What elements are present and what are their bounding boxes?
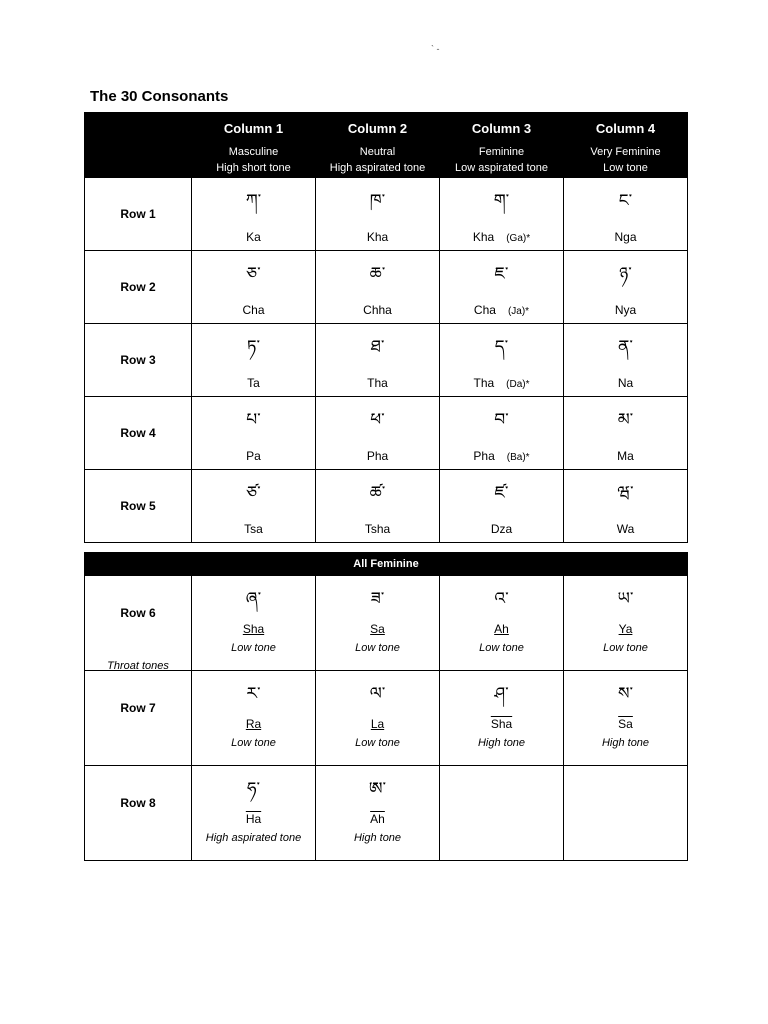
tibetan-letter: ཝ་	[617, 483, 634, 503]
transliteration: La	[370, 717, 385, 731]
consonant-cell	[316, 470, 440, 543]
transliteration	[192, 303, 315, 317]
transliteration-text: Pha	[473, 449, 495, 463]
transliteration-text: Ta	[247, 376, 260, 390]
column-gender: Feminine	[478, 146, 525, 158]
tibetan-letter: མ་	[617, 410, 634, 430]
transliteration-text: Chha	[363, 303, 392, 317]
transliteration: Ah	[494, 622, 509, 636]
transliteration-text: Tsa	[244, 522, 263, 536]
consonant-cell	[440, 576, 564, 671]
consonant-cell	[192, 576, 316, 671]
tone-label: Low tone	[355, 642, 400, 654]
consonant-cell	[316, 251, 440, 324]
tibetan-letter: ཐ་	[370, 337, 385, 357]
table-row	[85, 251, 688, 324]
tone-label: Low tone	[603, 642, 648, 654]
consonant-cell	[564, 178, 688, 251]
tone-label: Low tone	[231, 642, 276, 654]
consonant-cell	[440, 671, 564, 766]
table-row	[85, 178, 688, 251]
row-label-cell	[85, 576, 192, 671]
alternate-pronunciation: (Da)*	[506, 379, 530, 390]
tone-label: Low tone	[479, 642, 524, 654]
tibetan-letter: ཚ་	[369, 483, 386, 503]
column-tone: Low tone	[603, 162, 648, 174]
consonant-cell	[440, 251, 564, 324]
transliteration-text: Pa	[246, 449, 261, 463]
tibetan-letter: ཞ་	[245, 589, 262, 609]
column-name: Column 1	[223, 121, 284, 136]
tibetan-letter: ཡ་	[617, 589, 634, 609]
consonants-table	[84, 112, 688, 543]
transliteration	[440, 449, 563, 463]
tibetan-letter: ཤ་	[494, 684, 509, 704]
consonant-cell	[440, 178, 564, 251]
transliteration	[316, 376, 439, 390]
consonant-cell	[192, 251, 316, 324]
consonant-cell	[192, 671, 316, 766]
table-header-row	[85, 553, 688, 576]
tibetan-letter: ས་	[617, 684, 634, 704]
tibetan-letter: ག་	[493, 191, 510, 211]
transliteration	[564, 376, 687, 390]
consonant-cell	[316, 766, 440, 861]
tibetan-letter: ཅ་	[246, 264, 261, 284]
table-row	[85, 397, 688, 470]
table-row	[85, 470, 688, 543]
transliteration-text: Ka	[246, 230, 261, 244]
consonant-cell	[316, 576, 440, 671]
row-label: Row 3	[85, 324, 192, 397]
tone-label: High tone	[353, 832, 402, 844]
column-header	[440, 113, 564, 178]
row-label: Row 8	[120, 796, 156, 810]
tibetan-letter: པ་	[246, 410, 261, 430]
all-feminine-header: All Feminine	[85, 553, 688, 576]
tibetan-letter: བ་	[494, 410, 509, 430]
consonant-cell	[564, 470, 688, 543]
column-header	[192, 113, 316, 178]
transliteration-text: Wa	[616, 522, 635, 536]
transliteration	[316, 449, 439, 463]
table-row	[85, 576, 688, 671]
transliteration	[440, 230, 563, 244]
transliteration-text: Kha	[366, 230, 389, 244]
column-header	[316, 113, 440, 178]
transliteration: $\overline{Ha}$	[245, 812, 262, 826]
consonant-cell	[440, 397, 564, 470]
alternate-pronunciation: (Ja)*	[507, 306, 530, 317]
transliteration: Ya	[618, 622, 633, 636]
empty-cell	[440, 766, 564, 861]
column-gender: Very Feminine	[590, 146, 661, 158]
transliteration	[316, 522, 439, 536]
tibetan-letter: ཨ་	[368, 779, 387, 799]
transliteration: $\overline{Ah}$	[370, 812, 385, 826]
transliteration	[564, 449, 687, 463]
column-tone: Low aspirated tone	[455, 162, 548, 174]
transliteration: $\overline{Sha}$	[490, 717, 513, 731]
transliteration-text: Tha	[367, 376, 388, 390]
consonant-cell	[316, 324, 440, 397]
consonant-cell	[564, 324, 688, 397]
row-label: Row 6	[120, 606, 156, 620]
consonant-cell	[564, 576, 688, 671]
column-gender: Neutral	[359, 146, 396, 158]
transliteration-text: Tha	[473, 376, 495, 390]
transliteration	[564, 230, 687, 244]
transliteration	[192, 376, 315, 390]
tibetan-letter: ཀ་	[245, 191, 262, 211]
row-sublabel: Throat tones	[107, 660, 169, 672]
tibetan-letter: ཆ་	[369, 264, 386, 284]
tibetan-letter: ཟ་	[370, 589, 385, 609]
transliteration	[440, 522, 563, 536]
table-header-row	[85, 113, 688, 178]
consonant-cell	[192, 470, 316, 543]
column-header	[564, 113, 688, 178]
consonant-cell	[192, 178, 316, 251]
transliteration	[564, 303, 687, 317]
row-label: Row 1	[85, 178, 192, 251]
transliteration: Sa	[370, 622, 385, 636]
consonant-cell	[192, 766, 316, 861]
tone-label: High tone	[477, 737, 526, 749]
row-label: Row 5	[85, 470, 192, 543]
table-row	[85, 766, 688, 861]
page-title: The 30 Consonants	[90, 88, 229, 105]
tibetan-letter: ང་	[618, 191, 633, 211]
column-tone: High aspirated tone	[329, 162, 426, 174]
tibetan-letter: ན་	[618, 337, 633, 357]
tone-label: High aspirated tone	[205, 832, 302, 844]
tibetan-letter: ཙ་	[246, 483, 261, 503]
tibetan-letter: ཁ་	[369, 191, 386, 211]
transliteration: Ra	[245, 717, 262, 731]
column-name: Column 2	[347, 121, 408, 136]
consonant-cell	[316, 178, 440, 251]
alternate-pronunciation: (Ba)*	[506, 452, 530, 463]
consonant-cell	[564, 397, 688, 470]
transliteration	[316, 303, 439, 317]
column-name: Column 3	[471, 121, 532, 136]
transliteration	[440, 303, 563, 317]
page-mark: ` -	[431, 44, 440, 54]
transliteration	[192, 522, 315, 536]
row-label: Row 7	[120, 701, 156, 715]
transliteration-text: Kha	[472, 230, 495, 244]
tibetan-letter: ཕ་	[370, 410, 385, 430]
row-label: Row 4	[85, 397, 192, 470]
tibetan-letter: ཧ་	[246, 779, 261, 799]
tibetan-letter: འ་	[494, 589, 509, 609]
transliteration	[192, 230, 315, 244]
transliteration-text: Na	[617, 376, 634, 390]
consonant-cell	[564, 671, 688, 766]
tibetan-letter: ཛ་	[494, 483, 509, 503]
table-row	[85, 324, 688, 397]
alternate-pronunciation: (Ga)*	[506, 233, 531, 244]
tibetan-letter: ཏ་	[246, 337, 261, 357]
tibetan-letter: ར་	[246, 684, 261, 704]
transliteration	[440, 376, 563, 390]
header-empty-cell	[85, 113, 192, 178]
tone-label: High tone	[601, 737, 650, 749]
tibetan-letter: ལ་	[369, 684, 386, 704]
column-name: Column 4	[595, 121, 656, 136]
consonant-cell	[316, 397, 440, 470]
transliteration-text: Tsha	[364, 522, 391, 536]
transliteration: Sha	[242, 622, 265, 636]
transliteration-text: Cha	[473, 303, 496, 317]
consonant-cell	[440, 324, 564, 397]
table-row	[85, 671, 688, 766]
tone-label: Low tone	[231, 737, 276, 749]
transliteration-text: Nya	[614, 303, 637, 317]
consonant-cell	[440, 470, 564, 543]
row-label: Row 2	[85, 251, 192, 324]
feminine-table	[84, 552, 688, 861]
row-label-cell	[85, 671, 192, 766]
transliteration-text: Nga	[614, 230, 637, 244]
column-tone: High short tone	[216, 162, 291, 174]
tibetan-letter: ཉ་	[619, 264, 632, 284]
transliteration	[564, 522, 687, 536]
empty-cell	[564, 766, 688, 861]
tone-label: Low tone	[355, 737, 400, 749]
transliteration-text: Cha	[242, 303, 265, 317]
transliteration	[316, 230, 439, 244]
row-label-cell	[85, 766, 192, 861]
transliteration: $\overline{Sa}$	[618, 717, 633, 731]
transliteration	[192, 449, 315, 463]
consonant-cell	[192, 397, 316, 470]
column-gender: Masculine	[228, 146, 279, 158]
tibetan-letter: ད་	[494, 337, 509, 357]
consonant-cell	[564, 251, 688, 324]
tibetan-letter: ཇ་	[494, 264, 509, 284]
consonant-cell	[316, 671, 440, 766]
transliteration-text: Dza	[490, 522, 513, 536]
transliteration-text: Ma	[617, 449, 634, 463]
consonant-cell	[192, 324, 316, 397]
transliteration-text: Pha	[366, 449, 389, 463]
